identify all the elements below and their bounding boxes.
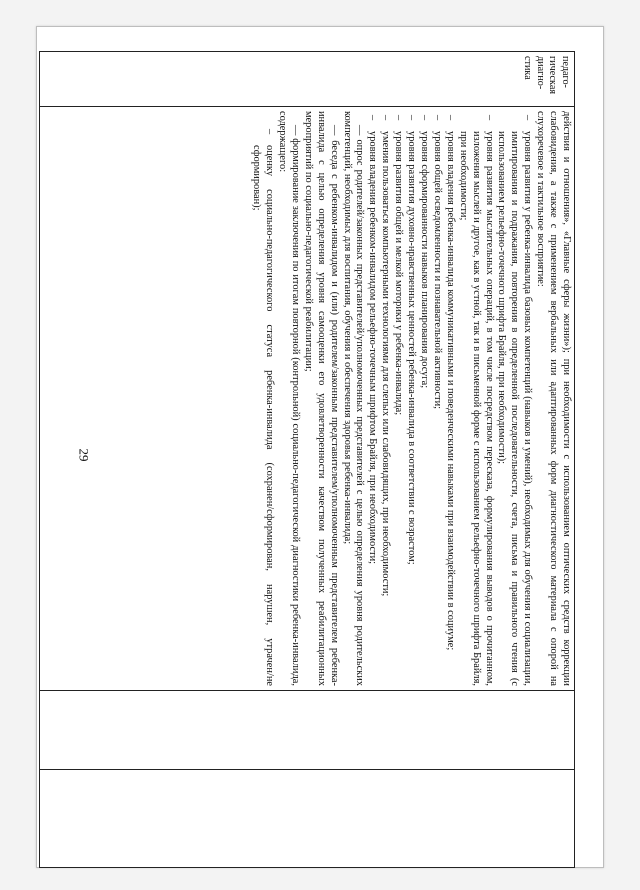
empty-cell bbox=[40, 770, 575, 868]
list-item: – уровня общей осведомленности и познавательной активности; bbox=[430, 111, 443, 686]
page-number: 29 bbox=[76, 448, 92, 462]
empty-cell bbox=[40, 691, 575, 770]
list-item: – уровня владения ребенка-инвалида коммуникативными и поведенческими навыками при взаимодействии в социуме; bbox=[443, 111, 456, 686]
list-item: – оценку социально-педагогического статуса ребенка-инвалида (сохранен/сформирован, нарушен, утрачен/не сформирован); bbox=[249, 111, 275, 686]
list-item: – уровня развития у ребенка-инвалида базовых компетенций (навыков и умений), необходимых для обучения и социализации, имитирования и подражания, повторения в определенной последовательности, счета, письма и правильного чтения (с использованием рельефно-точечного шрифта Брайля, при необходимости); bbox=[495, 111, 534, 686]
rotated-table-container bbox=[39, 51, 575, 831]
list-item: – уровня развития общей и мелкой моторики у ребенка-инвалида; bbox=[391, 111, 404, 686]
intro-paragraph: действия и отношения», «Главные сферы жизни»); при необходимости с использованием оптических средств коррекции слабовидения, а также с применением вербальных или адаптированных форм диагностического материала с опорой на слухоречевое и тактильное восприятие: bbox=[535, 111, 572, 686]
list-item: – уровня развития мыслительных операций, в том числе посредством пересказа, формулирования выводов о прочитанном, изложения мыслей и другое, как в устной, так и в письменной форме с использованием рельефно-точечного шрифта Брайля, при необходимости; bbox=[456, 111, 495, 686]
paragraph: — опрос родителей/законных представителей/уполномоченных представителей с целью определения уровня родительских компетенций, необходимых для воспитания, обучения и обеспечения здоровья ребенка-инвалида; bbox=[341, 111, 366, 686]
list-item: – уровня развития духовно-нравственных ценностей ребенка-инвалида в соответствии с возрастом; bbox=[404, 111, 417, 686]
list-item: – уровня владения ребенком-инвалидом рельефно-точечным шрифтом Брайля, при необходимости; bbox=[366, 111, 379, 686]
table-row bbox=[40, 52, 575, 868]
document-page bbox=[36, 26, 604, 868]
paragraph: — беседа с ребенком-инвалидом и (или) родителем/законным представителем/уполномоченным представителем ребенка-инвалида с целью определения уровня самооценки его удовлетворенности качеством полученных реабилитационных мероприятий по социально-педагогической реабилитации; bbox=[302, 111, 340, 686]
stage-cell: педаго-гическая диагно-стика bbox=[40, 52, 575, 107]
assessment-list bbox=[366, 111, 534, 686]
conclusion-list bbox=[249, 111, 275, 686]
rehabilitation-table bbox=[39, 51, 575, 868]
content-cell bbox=[40, 107, 575, 691]
list-item: – умения пользоваться компьютерными технологиями для слепых или слабовидящих, при необходимости; bbox=[378, 111, 391, 686]
list-item: – уровня сформированности навыков планирования досуга; bbox=[417, 111, 430, 686]
paragraph: — формирование заключения по итогам повторной (контрольной) социально-педагогической диагностики ребенка-инвалида, содержащего: bbox=[277, 111, 301, 686]
